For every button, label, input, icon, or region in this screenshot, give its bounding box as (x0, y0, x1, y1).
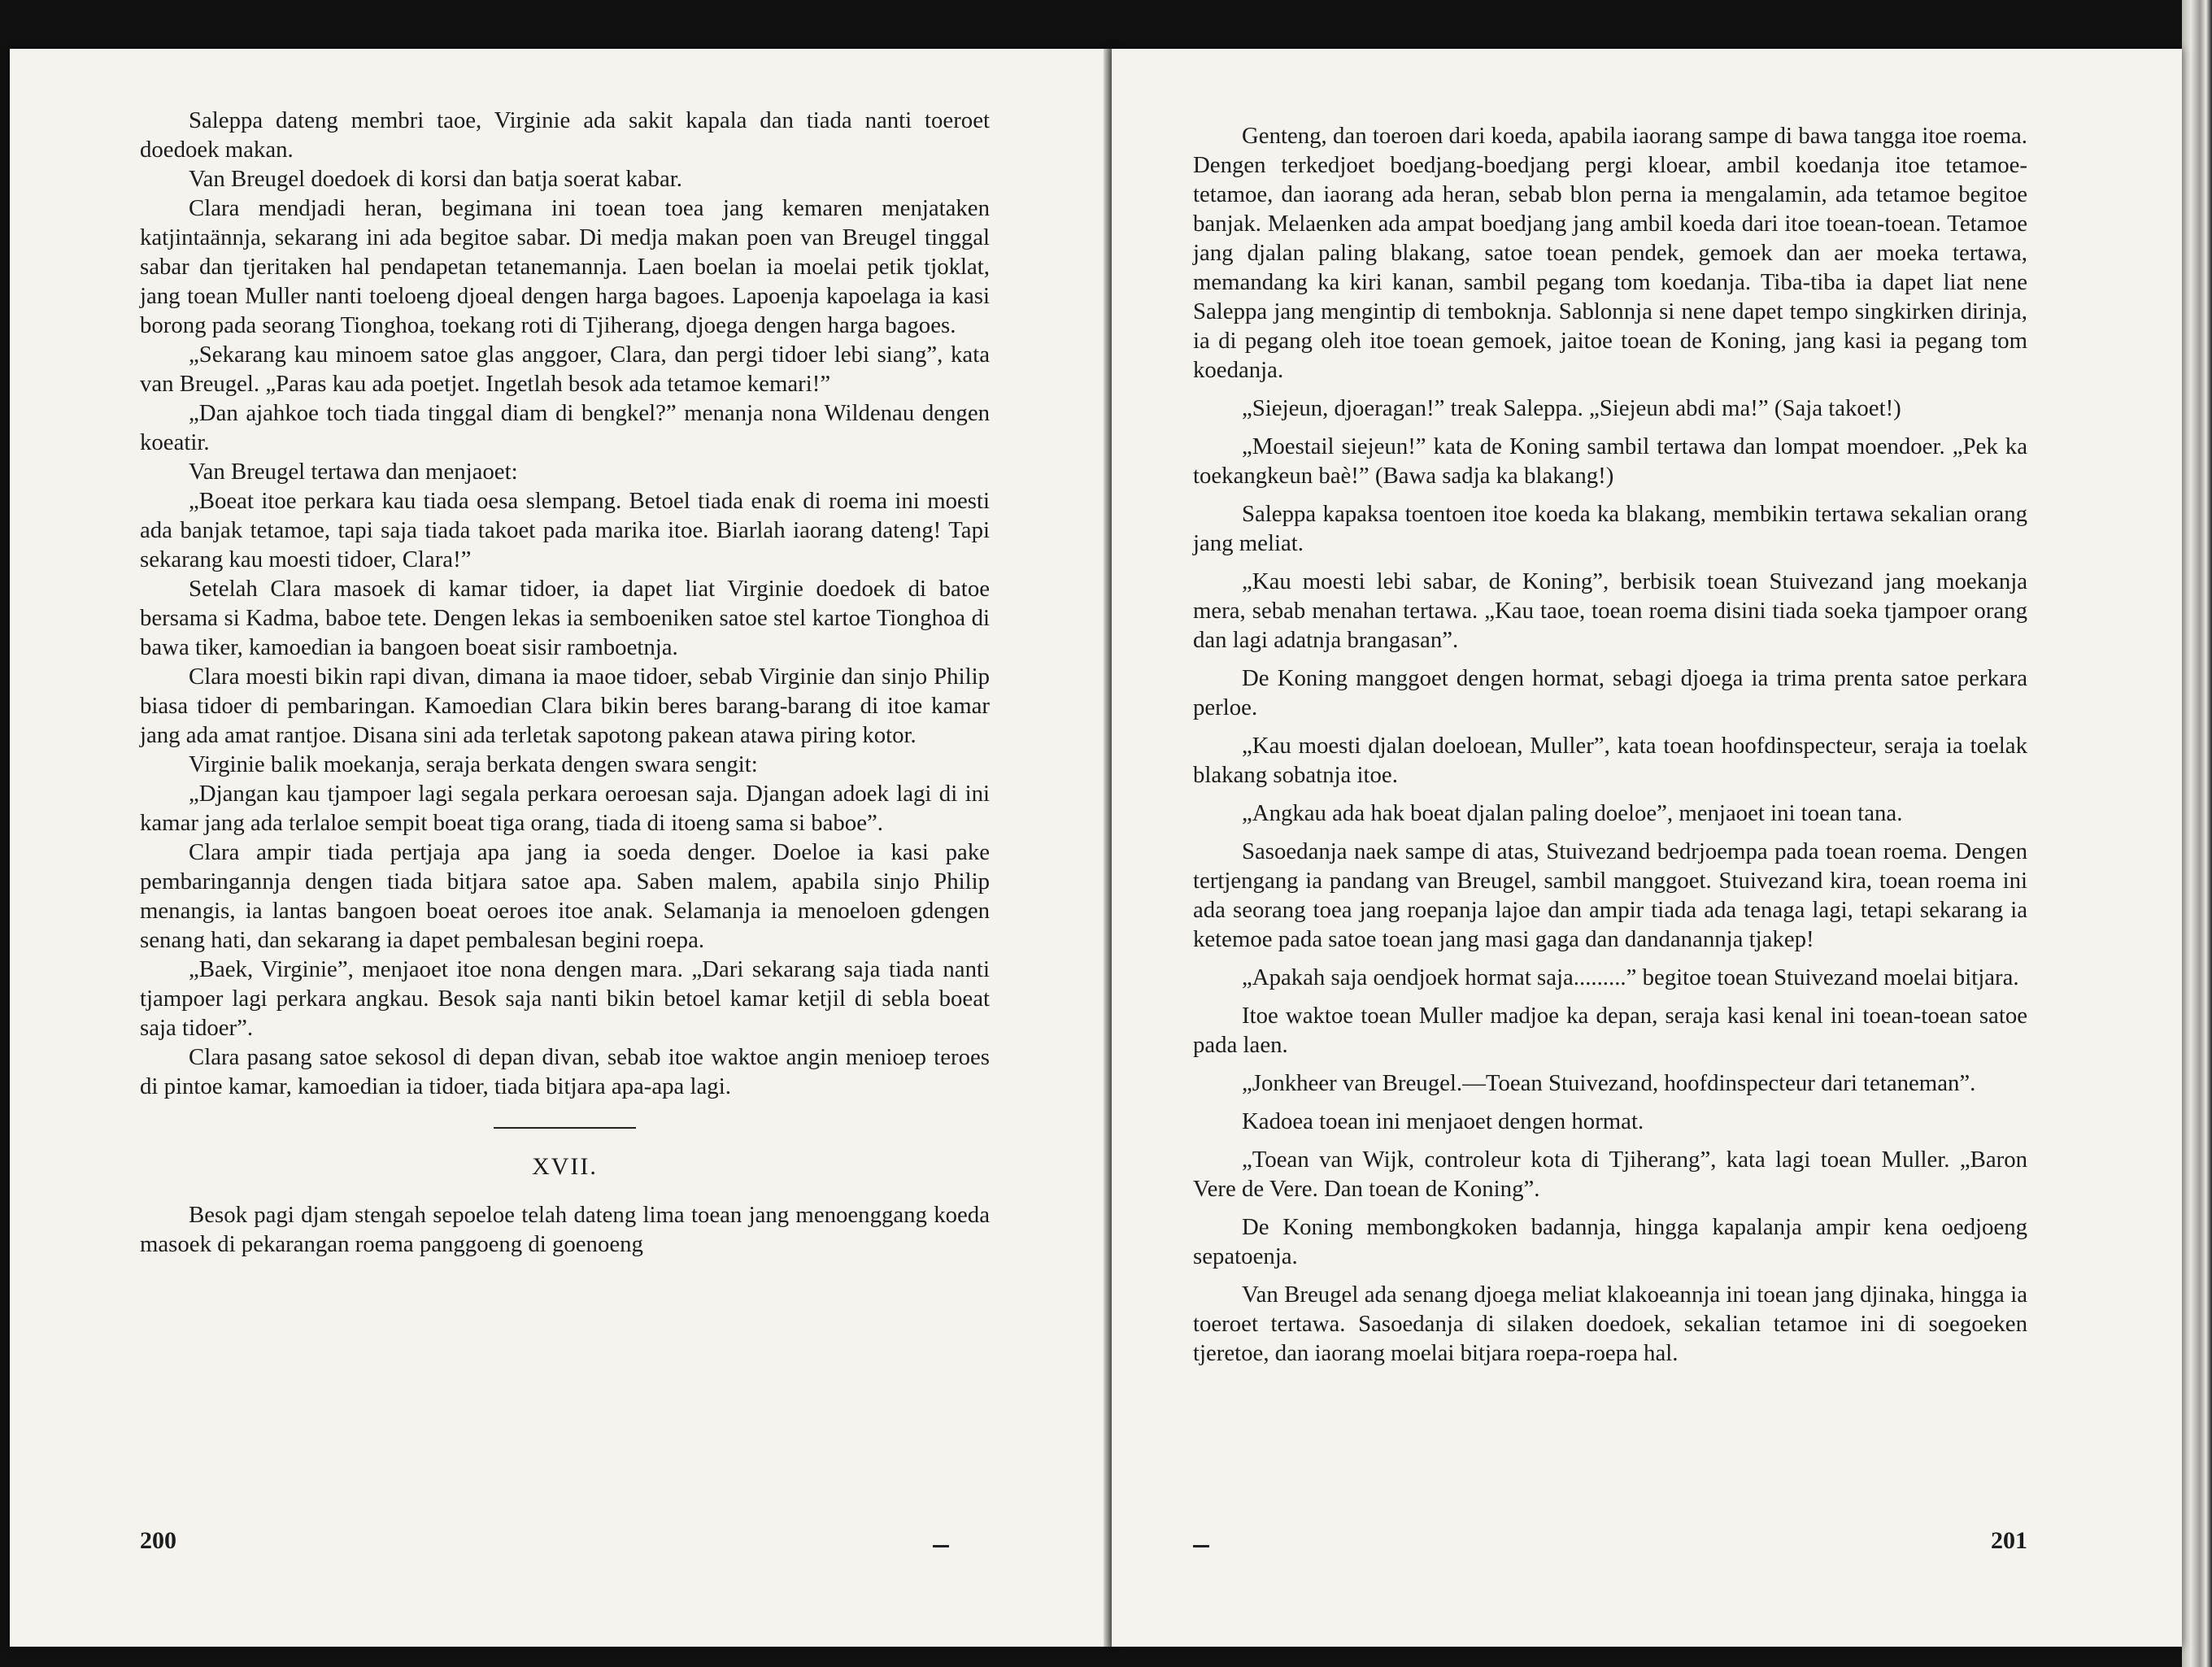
left-page (10, 49, 1112, 1647)
paragraph: „Moestail siejeun!” kata de Koning sambil tertawa dan lompat moendoer. „Pek ka toekangkeun baè!” (Bawa sadja ka blakang!) (1193, 433, 2027, 489)
paragraph: De Koning manggoet dengen hormat, sebagi djoega ia trima prenta satoe perkara perloe. (1193, 665, 2027, 720)
right-page (1112, 49, 2182, 1647)
paragraph: „Angkau ada hak boeat djalan paling doeloe”, menjaoet ini toean tana. (1242, 800, 1903, 826)
paragraph: „Sekarang kau minoem satoe glas anggoer, Clara, dan pergi tidoer lebi siang”, kata van Breugel. „Paras kau ada poetjet. Ingetlah besok ada tetamoe kemari!” (140, 342, 990, 397)
page-number-left: 200 (140, 1527, 176, 1554)
paragraph: „Siejeun, djoeragan!” treak Saleppa. „Siejeun abdi ma!” (Saja takoet!) (1242, 395, 1901, 421)
left-page-text (140, 106, 990, 1101)
paragraph: Virginie balik moekanja, seraja berkata dengen swara sengit: (189, 751, 758, 777)
paragraph: „Kau moesti djalan doeloean, Muller”, kata toean hoofdinspecteur, seraja ia toelak blakang sobatnja itoe. (1193, 733, 2027, 788)
chapter-title: XVII. (532, 1153, 598, 1180)
paragraph: Saleppa dateng membri taoe, Virginie ada sakit kapala dan tiada nanti toeroet doedoek makan. (140, 107, 990, 163)
book-edge (2182, 0, 2212, 1667)
paragraph: „Jonkheer van Breugel.—Toean Stuivezand, hoofdinspecteur dari tetaneman”. (1242, 1070, 1976, 1096)
chapter-text (140, 1200, 990, 1259)
paragraph: Clara ampir tiada pertjaja apa jang ia soeda denger. Doeloe ia kasi pake pembaringannja dengen tiada bitjara satoe apa. Saben malem, apabila sinjo Philip menangis, ia lantas bangoen boeat oeroes itoe anak. Selamanja ia menoeloen gdengen senang hati, dan sekarang ia dapet pembalesan begini roepa. (140, 839, 990, 953)
paragraph: „Toean van Wijk, controleur kota di Tjiherang”, kata lagi toean Muller. „Baron Vere de Vere. Dan toean de Koning”. (1193, 1147, 2027, 1202)
paragraph: Clara pasang satoe sekosol di depan divan, sebab itoe waktoe angin menioep teroes di pintoe kamar, kamoedian ia tidoer, tiada bitjara apa-apa lagi. (140, 1044, 990, 1099)
paragraph: Besok pagi djam stengah sepoeloe telah dateng lima toean jang menoenggang koeda masoek di pekarangan roema panggoeng di goenoeng (140, 1202, 990, 1257)
paragraph: Van Breugel tertawa dan menjaoet: (189, 459, 518, 485)
paragraph: „Djangan kau tjampoer lagi segala perkara oeroesan saja. Djangan adoek lagi di ini kamar jang ada terlaloe sempit boeat tiga orang, tiada di itoeng sama si baboe”. (140, 781, 990, 836)
paragraph: „Dan ajahkoe toch tiada tinggal diam di bengkel?” menanja nona Wildenau dengen koeatir. (140, 400, 990, 455)
page-dash-left (933, 1545, 949, 1547)
paragraph: Sasoedanja naek sampe di atas, Stuivezand bedrjoempa pada toean roema. Dengen tertjengang ia pandang van Breugel, sambil manggoet. Stuivezand kira, toean roema ini ada seorang toea jang roepanja lajoe dan ampir tiada ada tenaga lagi, tetapi sekarang ia ketemoe pada satoe toean jang masi gaga dan dandanannja tjakep! (1193, 838, 2027, 952)
paragraph: „Kau moesti lebi sabar, de Koning”, berbisik toean Stuivezand jang moekanja mera, sebab menahan tertawa. „Kau taoe, toean roema disini tiada soeka tjampoer orang dan lagi adatnja brangasan”. (1193, 568, 2027, 653)
chapter-rule (494, 1127, 636, 1129)
paragraph: De Koning membongkoken badannja, hingga kapalanja ampir kena oedjoeng sepatoenja. (1193, 1214, 2027, 1269)
paragraph: „Baek, Virginie”, menjaoet itoe nona dengen mara. „Dari sekarang saja tiada nanti tjampoer lagi perkara angkau. Besok saja nanti bikin betoel kamar ketjil di sebla boeat saja tidoer”. (140, 956, 990, 1041)
page-dash-right (1193, 1545, 1209, 1547)
right-page-text (1193, 121, 2027, 1368)
page-number-right: 201 (1991, 1527, 2027, 1554)
paragraph: „Boeat itoe perkara kau tiada oesa slempang. Betoel tiada enak di roema ini moesti ada banjak tetamoe, tapi saja tiada takoet pada marika itoe. Biarlah iaorang dateng! Tapi sekarang kau moesti tidoer, Clara!” (140, 488, 990, 572)
paragraph: Kadoea toean ini menjaoet dengen hormat. (1242, 1108, 1644, 1134)
paragraph: Van Breugel doedoek di korsi dan batja soerat kabar. (189, 166, 682, 192)
paragraph: Setelah Clara masoek di kamar tidoer, ia dapet liat Virginie doedoek di batoe bersama si Kadma, baboe tete. Dengen lekas ia semboeniken satoe stel kartoe Tionghoa di bawa tiker, kamoedian ia bangoen boeat sisir ramboetnja. (140, 576, 990, 660)
paragraph: Clara moesti bikin rapi divan, dimana ia maoe tidoer, sebab Virginie dan sinjo Philip biasa tidoer di pembaringan. Kamoedian Clara bikin beres barang-barang di itoe kamar jang ada amat rantjoe. Disana sini ada terletak sapotong pakean atawa piring kotor. (140, 664, 990, 748)
paragraph: Genteng, dan toeroen dari koeda, apabila iaorang sampe di bawa tangga itoe roema. Dengen terkedjoet boedjang-boedjang pergi kloear, ambil koedanja itoe tetamoe-tetamoe, dan iaorang ada heran, sebab blon perna ia mengalamin, ada tetamoe begitoe banjak. Melaenken ada ampat boedjang jang ambil koeda dari itoe toean-toean. Tetamoe jang djalan paling blakang, satoe toean pendek, gemoek dan aer moeka tertawa, memandang ka kiri kanan, sambil pegang tom koedanja. Tiba-tiba ia dapet liat nene Saleppa jang mengintip di temboknja. Sablonnja si nene dapet tempo singkirken dirinja, ia di pegang oleh itoe toean gemoek, jaitoe toean de Koning, jang kasi ia pegang tom koedanja. (1193, 123, 2027, 383)
paragraph: Itoe waktoe toean Muller madjoe ka depan, seraja kasi kenal ini toean-toean satoe pada laen. (1193, 1003, 2027, 1058)
paragraph: Saleppa kapaksa toentoen itoe koeda ka blakang, membikin tertawa sekalian orang jang meliat. (1193, 501, 2027, 556)
paragraph: Clara mendjadi heran, begimana ini toean toea jang kemaren menjataken katjintaännja, sekarang ini ada begitoe sabar. Di medja makan poen van Breugel tinggal sabar dan tjeritaken hal pendapetan tetanemannja. Laen boelan ia moelai petik tjoklat, jang toean Muller nanti toeloeng djoeal dengen harga bagoes. Lapoenja kapoelaga ia kasi borong pada seorang Tionghoa, toekang roti di Tjiherang, djoega dengen harga bagoes. (140, 195, 990, 338)
paragraph: Van Breugel ada senang djoega meliat klakoeannja ini toean jang djinaka, hingga ia toeroet tertawa. Sasoedanja di silaken doedoek, sekalian tetamoe ini di soegoeken tjeretoe, dan iaorang moelai bitjara roepa-roepa hal. (1193, 1282, 2027, 1366)
paragraph: „Apakah saja oendjoek hormat saja.........” begitoe toean Stuivezand moelai bitjara. (1242, 964, 2019, 990)
